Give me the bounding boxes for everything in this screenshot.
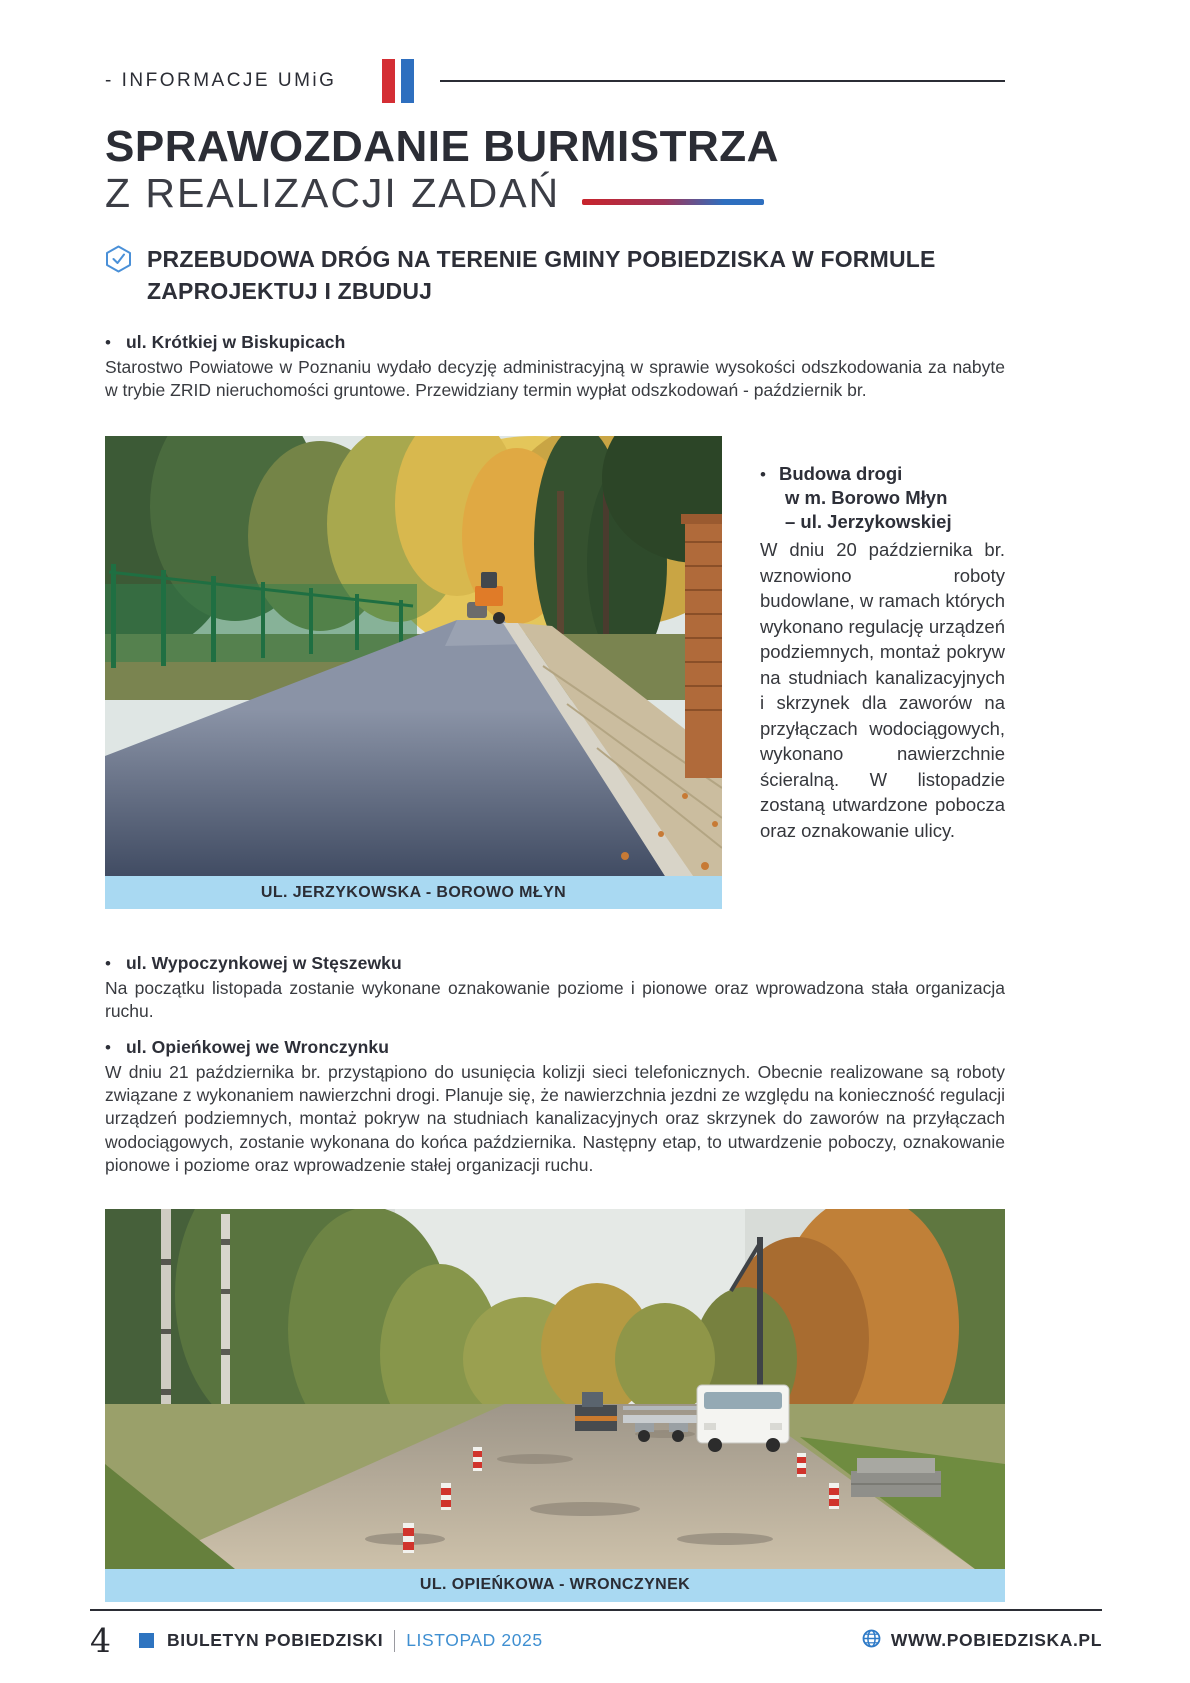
materials-stack-icon	[851, 1458, 941, 1497]
red-blue-flag-icon	[382, 59, 414, 103]
page-content	[105, 0, 1005, 1602]
list-item-title	[105, 1037, 1005, 1058]
issue-date: LISTOPAD 2025	[406, 1630, 543, 1650]
page-subtitle-row	[105, 171, 1005, 217]
page-header	[105, 58, 1005, 104]
footer-left	[90, 1621, 543, 1660]
photo-figure-jerzykowska	[105, 436, 722, 909]
list-item-title	[105, 332, 1005, 353]
side-body-borowo-mlyn: W dniu 20 października br. wznowiono roboty budowlane, w ramach których wykonano regulację urządzeń podziemnych, montaż pokryw na studniach kanalizacyjnych i skrzynek dla zaworów na przyłączach wodociągowych, wykonano nawierzchnie ścieralną. W listopadzie zostaną utwardzone pobocza oraz oznakowanie ulicy.	[760, 539, 1005, 841]
photo-figure-opienkowa	[105, 1209, 1005, 1602]
footer-divider	[394, 1630, 395, 1652]
side-title-line3: – ul. Jerzykowskiej	[785, 511, 952, 533]
section-heading-row	[105, 243, 1005, 308]
bullet-marker: •	[105, 954, 111, 974]
page-footer	[90, 1609, 1102, 1660]
bullet-marker: •	[105, 1038, 111, 1058]
page-title: SPRAWOZDANIE BURMISTRZA	[105, 122, 779, 171]
section-kicker: - INFORMACJE UMiG	[105, 70, 337, 91]
globe-icon	[862, 1629, 881, 1653]
website-url: WWW.POBIEDZISKA.PL	[890, 1630, 1102, 1650]
white-van-icon	[697, 1385, 789, 1452]
header-rule	[440, 80, 1005, 82]
list-item-title	[105, 953, 1005, 974]
street-body-krotkiej: Starostwo Powiatowe w Poznaniu wydało decyzję administracyjną w sprawie wysokości odszkodowania za nabyte w trybie ZRID nieruchomości gruntowe. Przewidziany termin wypłat odszkodowań - październik br.	[105, 356, 1005, 400]
photo-caption: UL. OPIEŃKOWA - WRONCZYNEK	[105, 1569, 1005, 1602]
side-item-title	[760, 462, 1005, 486]
side-column	[760, 436, 1005, 909]
section-heading: PRZEBUDOWA DRÓG NA TERENIE GMINY POBIEDZISKA W FORMULE ZAPROJEKTUJ I ZBUDUJ	[147, 245, 936, 305]
middle-items	[105, 953, 1005, 1177]
blue-square-icon	[139, 1633, 154, 1648]
page-number: 4	[90, 1621, 111, 1660]
photo-and-side-row	[105, 436, 1005, 909]
bullet-marker: •	[760, 465, 766, 485]
bullet-marker: •	[105, 332, 111, 352]
gradient-accent-line	[582, 199, 764, 205]
crane-mast-icon	[757, 1237, 763, 1389]
hexagon-check-icon	[105, 245, 132, 278]
page-subtitle: Z REALIZACJI ZADAŃ	[105, 169, 561, 216]
road-photo-opienkowa	[105, 1209, 1005, 1569]
road-photo-jerzykowska	[105, 436, 722, 876]
street-body-opienkowej: W dniu 21 października br. przystąpiono do usunięcia kolizji sieci telefonicznych. Obecnie realizowane są roboty związane z wykonaniem nawierzchni drogi. Planuje się, że nawierzchnia jezdni ze względu na konieczność regulacji urządzeń podziemnych, montaż pokryw na studniach kanalizacyjnych oraz skrzynek do zaworów na przyłączach wodociągowych, zostanie wykonana do końca października. Następny etap, to utwardzenie poboczy, oznakowanie pionowe i poziome oraz wprowadzenie stałej organizacji ruchu.	[105, 1062, 1005, 1175]
footer-right	[862, 1629, 1102, 1653]
street-title-wypoczynkowej: ul. Wypoczynkowej w Stęszewku	[125, 953, 402, 974]
street-title-opienkowej: ul. Opieńkowej we Wronczynku	[125, 1037, 390, 1058]
photo-caption: UL. JERZYKOWSKA - BOROWO MŁYN	[105, 876, 722, 909]
flag-blue-bar	[401, 59, 414, 103]
street-title-krotkiej: ul. Krótkiej w Biskupicach	[125, 331, 346, 352]
side-title-line2: w m. Borowo Młyn	[785, 487, 948, 509]
flag-red-bar	[382, 59, 395, 103]
street-body-wypoczynkowej: Na początku listopada zostanie wykonane oznakowanie poziome i pionowe oraz wprowadzona stała organizacja ruchu.	[105, 978, 1005, 1022]
bulletin-name: BIULETYN POBIEDZISKI	[167, 1630, 384, 1650]
side-title-line1: Budowa drogi	[778, 463, 903, 485]
